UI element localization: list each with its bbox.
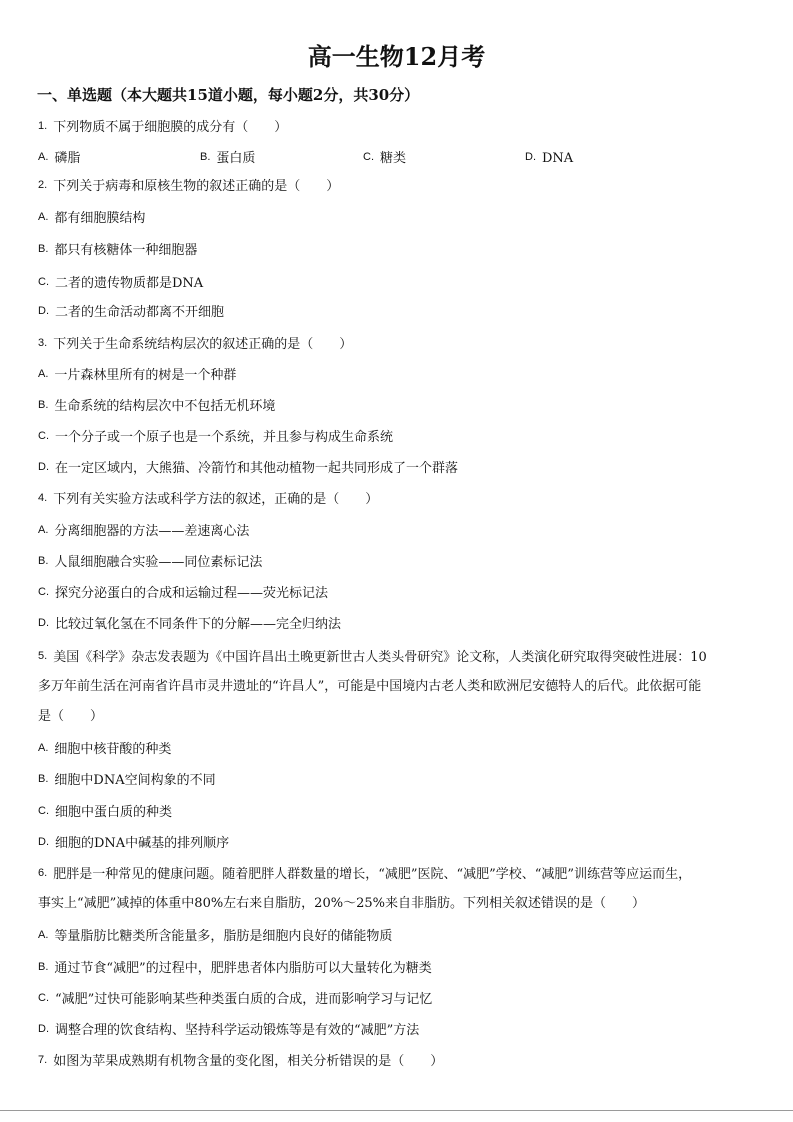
- option-text: 都有细胞膜结构: [54, 211, 146, 226]
- option-text: 糖类: [380, 151, 407, 166]
- q2-option-c: [38, 273, 203, 293]
- question-4: [38, 489, 378, 509]
- q1-option-d: [525, 148, 573, 168]
- option-label: D.: [525, 151, 536, 163]
- question-number: 3.: [38, 337, 48, 349]
- option-text: 二者的生命活动都离不开细胞: [55, 305, 225, 320]
- question-stem-line-1: 肥胖是一种常见的健康问题。随着肥胖人群数量的增长，“减肥”医院、“减肥”学校、“减肥”训练营等应运而生，: [53, 867, 692, 882]
- q3-option-b: [38, 396, 275, 416]
- question-number: 2.: [38, 179, 48, 191]
- option-label: C.: [38, 586, 49, 598]
- option-text: 磷脂: [54, 151, 81, 166]
- option-label: C.: [38, 992, 49, 1004]
- section-heading: 一、单选题（本大题共15道小题，每小题2分，共30分）: [37, 86, 420, 104]
- question-stem: 下列有关实验方法或科学方法的叙述，正确的是（ ）: [53, 492, 379, 507]
- q6-option-d: [38, 1020, 419, 1040]
- option-label: D.: [38, 305, 49, 317]
- q5-option-a: [38, 739, 171, 759]
- q6-option-b: [38, 958, 432, 978]
- q3-option-d: [38, 458, 458, 478]
- q5-option-c: [38, 802, 172, 822]
- question-1: [38, 117, 287, 137]
- option-label: A.: [38, 368, 49, 380]
- page-footer-divider: [0, 1110, 793, 1111]
- option-label: B.: [38, 555, 49, 567]
- option-text: 生命系统的结构层次中不包括无机环境: [54, 399, 276, 414]
- option-text: 调整合理的饮食结构、坚持科学运动锻炼等是有效的“减肥”方法: [55, 1023, 420, 1038]
- option-text: 人鼠细胞融合实验——同位素标记法: [54, 555, 263, 570]
- question-5: [38, 647, 707, 667]
- option-label: A.: [38, 929, 49, 941]
- option-label: A.: [38, 524, 49, 536]
- question-number: 4.: [38, 492, 48, 504]
- question-5-line-3: 是（ ）: [38, 709, 104, 724]
- q6-option-c: [38, 989, 432, 1009]
- q5-option-b: [38, 770, 216, 790]
- question-5-line-2: 多万年前生活在河南省许昌市灵井遗址的“许昌人”，可能是中国境内古老人类和欧洲尼安德特人的后代。此依据可能: [38, 679, 702, 694]
- option-text: 蛋白质: [216, 151, 256, 166]
- option-label: B.: [38, 961, 49, 973]
- q4-option-a: [38, 521, 249, 541]
- question-stem: 如图为苹果成熟期有机物含量的变化图，相关分析错误的是（ ）: [53, 1054, 444, 1069]
- question-stem-line-1: 美国《科学》杂志发表题为《中国许昌出土晚更新世古人类头骨研究》论文称，人类演化研究取得突破性进展：10: [53, 650, 707, 665]
- question-number: 1.: [38, 120, 48, 132]
- option-label: C.: [363, 151, 374, 163]
- option-label: C.: [38, 805, 49, 817]
- question-6-line-2: 事实上“减肥”减掉的体重中80%左右来自脂肪，20%～25%来自非脂肪。下列相关叙述错误的是（ ）: [38, 896, 645, 911]
- option-label: B.: [200, 151, 211, 163]
- option-text: 都只有核糖体一种细胞器: [54, 243, 198, 258]
- option-label: A.: [38, 211, 49, 223]
- q5-option-d: [38, 833, 229, 853]
- question-2: [38, 176, 339, 196]
- question-stem: 下列物质不属于细胞膜的成分有（ ）: [53, 120, 288, 135]
- question-number: 6.: [38, 867, 48, 879]
- option-text: 比较过氧化氢在不同条件下的分解——完全归纳法: [55, 617, 342, 632]
- option-label: C.: [38, 430, 49, 442]
- option-label: B.: [38, 399, 49, 411]
- option-text: 一个分子或一个原子也是一个系统，并且参与构成生命系统: [55, 430, 394, 445]
- option-label: B.: [38, 243, 49, 255]
- option-label: D.: [38, 617, 49, 629]
- question-number: 7.: [38, 1054, 48, 1066]
- option-text: 细胞中蛋白质的种类: [55, 805, 173, 820]
- option-text: 分离细胞器的方法——差速离心法: [54, 524, 250, 539]
- option-text: DNA: [542, 151, 574, 166]
- q2-option-b: [38, 240, 197, 260]
- option-text: 等量脂肪比糖类所含能量多，脂肪是细胞内良好的储能物质: [54, 929, 393, 944]
- option-text: 二者的遗传物质都是DNA: [55, 276, 204, 291]
- question-stem: 下列关于生命系统结构层次的叙述正确的是（ ）: [53, 337, 353, 352]
- option-text: 一片森林里所有的树是一个种群: [54, 368, 237, 383]
- option-label: D.: [38, 836, 49, 848]
- option-text: 细胞的DNA中碱基的排列顺序: [55, 836, 230, 851]
- q4-option-c: [38, 583, 328, 603]
- q2-option-d: [38, 302, 224, 322]
- option-text: 在一定区域内，大熊猫、冷箭竹和其他动植物一起共同形成了一个群落: [55, 461, 459, 476]
- option-text: 探究分泌蛋白的合成和运输过程——荧光标记法: [55, 586, 329, 601]
- q1-option-c: [363, 148, 406, 168]
- q4-option-d: [38, 614, 341, 634]
- option-label: A.: [38, 151, 49, 163]
- q4-option-b: [38, 552, 262, 572]
- option-label: C.: [38, 276, 49, 288]
- option-label: A.: [38, 742, 49, 754]
- option-label: B.: [38, 773, 49, 785]
- question-number: 5.: [38, 650, 48, 662]
- q6-option-a: [38, 926, 392, 946]
- page-title: 高一生物12月考: [307, 42, 486, 71]
- option-text: 细胞中核苷酸的种类: [54, 742, 172, 757]
- question-stem: 下列关于病毒和原核生物的叙述正确的是（ ）: [53, 179, 340, 194]
- question-7: [38, 1051, 443, 1071]
- option-label: D.: [38, 461, 49, 473]
- q1-option-a: [38, 148, 80, 168]
- q3-option-a: [38, 365, 236, 385]
- q1-option-b: [200, 148, 255, 168]
- question-6: [38, 864, 691, 884]
- option-label: D.: [38, 1023, 49, 1035]
- question-3: [38, 334, 352, 354]
- option-text: 细胞中DNA空间构象的不同: [54, 773, 216, 788]
- q2-option-a: [38, 208, 145, 228]
- option-text: 通过节食“减肥”的过程中，肥胖患者体内脂肪可以大量转化为糖类: [54, 961, 432, 976]
- q3-option-c: [38, 427, 393, 447]
- option-text: “减肥”过快可能影响某些种类蛋白质的合成，进而影响学习与记忆: [55, 992, 433, 1007]
